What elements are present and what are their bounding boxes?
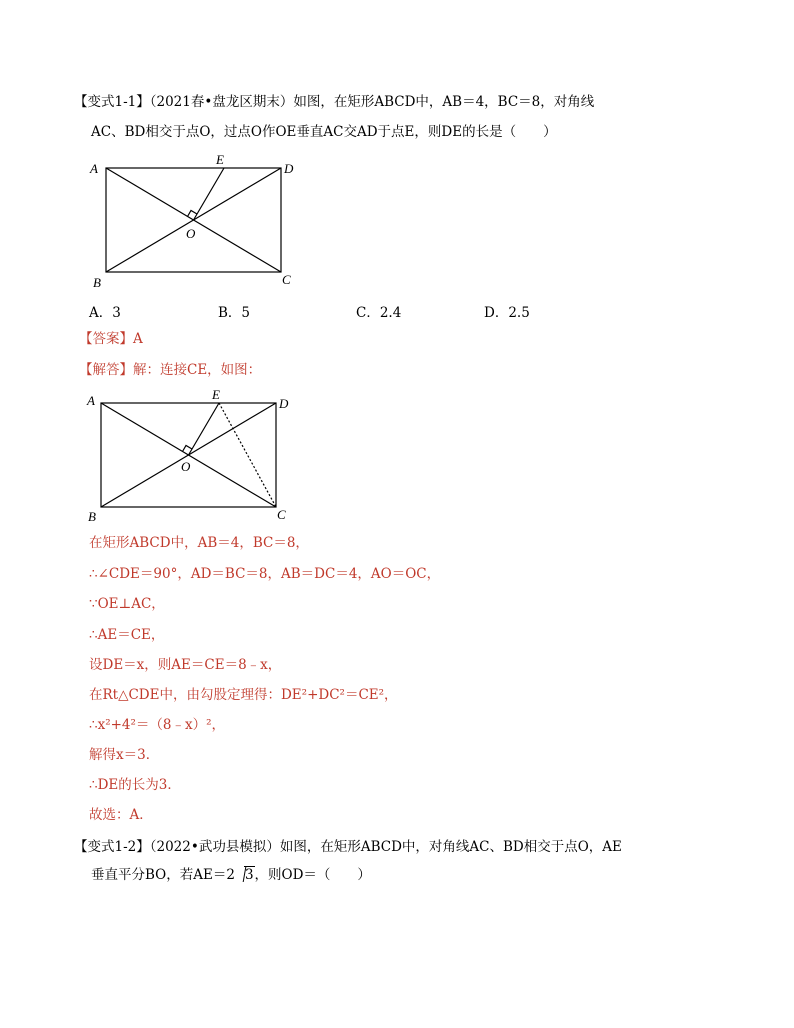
sqrt-radical — [235, 866, 255, 884]
problem2-tag: 【变式1-2】 — [74, 839, 150, 855]
solution-step-9: ∴DE的长为3． — [89, 777, 181, 793]
solution-intro: 解：连接CE，如图： — [133, 362, 262, 378]
label-d: D — [284, 161, 294, 176]
problem2-stem-text2b: ，则OD＝（ ） — [254, 867, 371, 883]
solution-intro-line — [79, 361, 261, 379]
problem2-source: （2022•武功县模拟） — [149, 839, 280, 855]
solution-step-4: ∴AE＝CE， — [89, 627, 165, 643]
solution-step-10: 故选：A． — [89, 807, 153, 823]
solution-step-3: ∵OE⊥AC， — [89, 596, 165, 612]
option-b: B．5 — [218, 305, 251, 321]
solution-tag: 【解答】 — [79, 362, 133, 378]
problem1-stem-line1 — [74, 93, 594, 111]
solution-step-6: 在Rt△CDE中，由勾股定理得：DE²+DC²＝CE²， — [89, 687, 398, 703]
segment-oe — [194, 168, 225, 220]
label-d-2: D — [279, 396, 289, 411]
solution-step-8: 解得x＝3． — [89, 747, 160, 763]
label-a: A — [90, 161, 98, 176]
problem2-stem-line1 — [74, 838, 622, 856]
solution-figure — [80, 385, 310, 527]
label-c: C — [282, 272, 291, 287]
solution-step-2: ∴∠CDE＝90°，AD＝BC＝8，AB＝DC＝4，AO＝OC， — [89, 566, 441, 582]
answer-line — [79, 330, 143, 348]
radicand: 3 — [244, 867, 254, 883]
problem1-stem-text1: 如图，在矩形ABCD中，AB＝4，BC＝8，对角线 — [293, 94, 595, 110]
problem1-stem-line2: AC、BD相交于点O，过点O作OE垂直AC交AD于点E，则DE的长是（ ） — [91, 124, 557, 140]
problem1-tag: 【变式1-1】 — [74, 94, 150, 110]
problem1-source: （2021春•盘龙区期末） — [149, 94, 294, 110]
answer-tag: 【答案】 — [79, 331, 133, 347]
solution-step-5: 设DE＝x，则AE＝CE＝8﹣x， — [89, 657, 282, 673]
problem1-figure — [85, 150, 315, 292]
option-c: C．2.4 — [356, 305, 402, 321]
dotted-segment-ce — [219, 403, 276, 507]
problem2-stem-line2 — [91, 866, 371, 884]
option-a: A．3 — [89, 305, 121, 321]
label-e-2: E — [212, 387, 220, 402]
label-b-2: B — [88, 509, 96, 524]
label-c-2: C — [277, 507, 286, 522]
label-o: O — [186, 226, 196, 241]
label-e: E — [216, 152, 224, 167]
solution-step-7: ∴x²+4²＝（8﹣x）²， — [89, 717, 226, 733]
label-b: B — [93, 275, 101, 290]
label-o-2: O — [181, 459, 191, 474]
segment-oe-2 — [189, 403, 220, 455]
problem2-stem-text2a: 垂直平分BO，若AE＝2 — [91, 867, 235, 883]
answer-value: A — [133, 331, 143, 347]
problem2-stem-text1: 如图，在矩形ABCD中，对角线AC、BD相交于点O，AE — [279, 839, 622, 855]
solution-step-1: 在矩形ABCD中，AB＝4，BC＝8， — [89, 535, 309, 551]
label-a-2: A — [87, 393, 95, 408]
option-d: D．2.5 — [484, 305, 530, 321]
